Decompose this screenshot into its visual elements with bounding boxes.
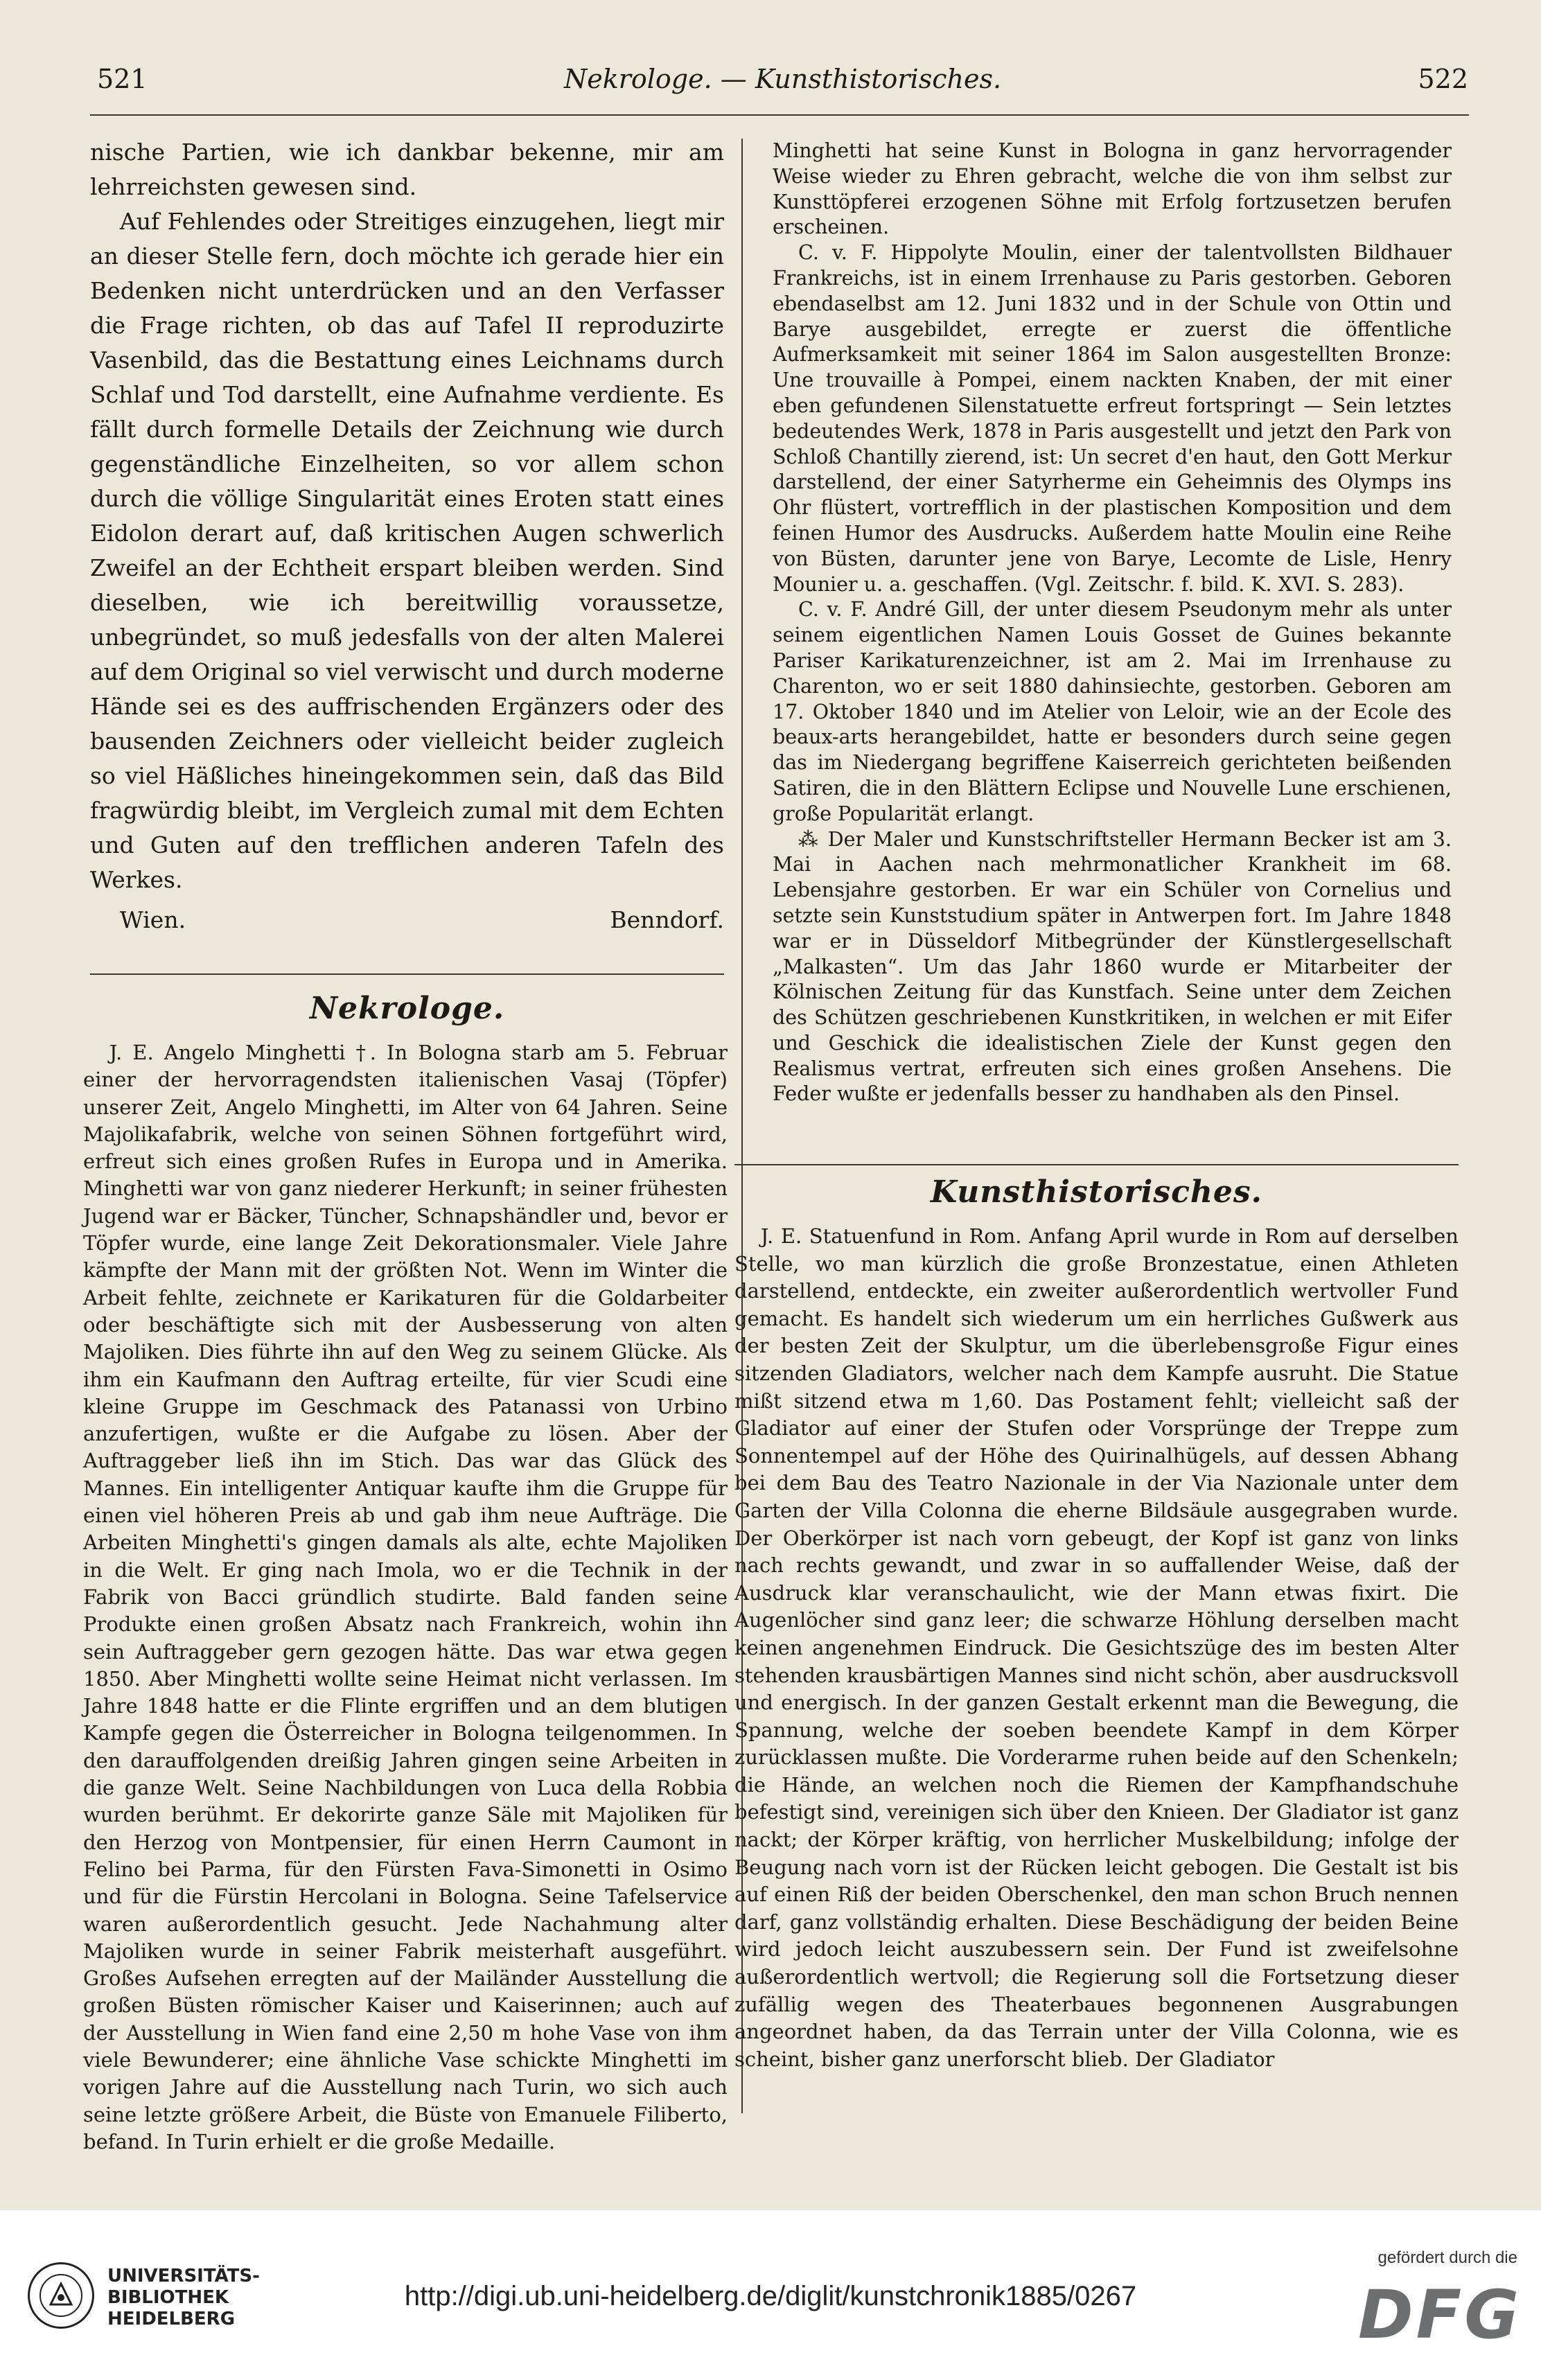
signature-line [90,903,724,937]
running-header [97,64,1468,105]
dfg-logo: DFG [1357,2276,1522,2354]
left-column-review-end [90,135,724,937]
paragraph: C. v. F. Hippolyte Moulin, einer der talentvollsten Bildhauer Frankreichs, ist in einem Irrenhause zu Paris gestorben. Geboren ebendaselbst am 12. Juni 1832 und in der Schule von Ottin und Barye ausgebildet, erregte er zuerst die öffentliche Aufmerksamkeit mit seiner 1864 im Salon ausgestellten Bronze: Une trouvaille à Pompei, einem nackten Knaben, der mit einer eben gefundenen Silenstatuette erfreut fortspringt — Sein letztes bedeutendes Werk, 1878 in Paris ausgestellt und jetzt den Park von Schloß Chantilly zierend, ist: Un secret d'en haut, den Gott Merkur darstellend, der einer Satyrherme ein Geheimnis des Olymps ins Ohr flüstert, vortrefflich in der plastischen Komposition und dem feinen Humor des Ausdrucks. Außerdem hatte Moulin eine Reihe von Büsten, darunter jene von Barye, Lecomte de Lisle, Henry Mounier u. a. geschaffen. (Vgl. Zeitschr. f. bild. K. XVI. S. 283). [773,241,1452,596]
header-rule [90,114,1469,116]
signature-place: Wien. [119,906,186,933]
page-number-left: 521 [97,64,148,94]
page-number-right: 522 [1418,64,1468,94]
section-rule [734,1164,1459,1165]
paragraph: J. E. Angelo Minghetti †. In Bologna starb am 5. Februar einer der hervorragendsten italienischen Vasaj (Töpfer) unserer Zeit, Angelo Minghetti, im Alter von 64 Jahren. Seine Majolikafabrik, welche von seinen Söhnen fortgeführt wird, erfreut sich eines großen Rufes in Europa und in Amerika. Minghetti war von ganz niederer Herkunft; in seiner frühesten Jugend war er Bäcker, Tüncher, Schnapshändler und, bevor er Töpfer wurde, eine lange Zeit Dekorationsmaler. Viele Jahre kämpfte der Mann mit der größten Not. Wenn im Winter die Arbeit fehlte, zeichnete er Karikaturen für die Goldarbeiter oder beschäftigte sich mit der Ausbesserung von alten Majoliken. Dies führte ihn auf den Weg zu seinem Glücke. Als ihm ein Kaufmann den Auftrag erteilte, für vier Scudi eine kleine Gruppe im Geschmack des Patanassi von Urbino anzufertigen, wußte er die Aufgabe zu lösen. Aber der Auftraggeber ließ ihn im Stich. Das war das Glück des Mannes. Ein intelligenter Antiquar kaufte ihm die Gruppe für einen viel höheren Preis ab und gab ihm neue Aufträge. Die Arbeiten Minghetti's gingen damals als alte, echte Majoliken in die Welt. Er ging nach Imola, wo er die Technik in der Fabrik von Bacci gründlich studirte. Bald fanden seine Produkte einen großen Absatz nach Frankreich, wohin ihn sein Auftraggeber gern gezogen hätte. Das war etwa gegen 1850. Aber Minghetti wollte seine Heimat nicht verlassen. Im Jahre 1848 hatte er die Flinte ergriffen und an dem blutigen Kampfe gegen die Österreicher in Bologna teilgenommen. In den darauffolgenden dreißig Jahren gingen seine Arbeiten in die ganze Welt. Seine Nachbildungen von Luca della Robbia wurden berühmt. Er dekorirte ganze Säle mit Majoliken für den Herzog von Montpensier, für einen Herrn Caumont in Felino bei Parma, für den Fürsten Fava-Simonetti in Osimo und für die Fürstin Hercolani in Bologna. Seine Tafelservice waren außerordentlich gesucht. Jede Nachahmung alter Majoliken wurde in seiner Fabrik meisterhaft ausgeführt. Großes Aufsehen erregten auf der Mailänder Ausstellung die großen Büsten römischer Kaiser und Kaiserinnen; auch auf der Ausstellung in Wien fand eine 2,50 m hohe Vase von ihm viele Bewunderer; eine ähnliche Vase schickte Minghetti im vorigen Jahre auf die Ausstellung nach Turin, wo sich auch seine letzte größere Arbeit, die Büste von Emanuele Filiberto, befand. In Turin erhielt er die große Medaille. [83,1041,728,2153]
section-title-kunsthistorisches: Kunsthistorisches. [930,1174,1263,1210]
paragraph: Auf Fehlendes oder Streitiges einzugehen, liegt mir an dieser Stelle fern, doch möchte ich gerade hier ein Bedenken nicht unterdrücken und an den Verfasser die Frage richten, ob das auf Tafel II reproduzirte Vasenbild, das die Bestattung eines Leichnams durch Schlaf und Tod darstellt, eine Aufnahme verdiente. Es fällt durch formelle Details der Zeichnung wie durch gegenständliche Einzelheiten, so vor allem schon durch die völlige Singularität eines Eroten statt eines Eidolon derart auf, daß kritischen Augen schwerlich Zweifel an der Echtheit erspart bleiben werden. Sind dieselben, wie ich bereitwillig voraussetze, unbegründet, so muß jedesfalls von der alten Malerei auf dem Original so viel verwischt und durch moderne Hände sei es des auffrischenden Ergänzers oder des bausenden Zeichners oder vielleicht beider zugleich so viel Häßliches hineingekommen sein, daß das Bild fragwürdig bleibt, im Vergleich zumal mit dem Echten und Guten auf den trefflichen anderen Tafeln des Werkes. [90,208,724,893]
paragraph: J. E. Statuenfund in Rom. Anfang April wurde in Rom auf derselben Stelle, wo man kürzlich die große Bronzestatue, einen Athleten darstellend, entdeckte, ein zweiter außerordentlich wertvoller Fund gemacht. Es handelt sich wiederum um ein herrliches Gußwerk aus der besten Zeit der Skulptur, um die überlebensgroße Figur eines sitzenden Gladiators, welcher nach dem Kampfe ausruht. Die Statue mißt sitzend etwa m 1,60. Das Postament fehlt; vielleicht saß der Gladiator auf einer der Stufen oder Vorsprünge der Treppe zum Sonnentempel auf der Höhe des Quirinalhügels, auf dessen Abhang bei dem Bau des Teatro Nazionale in der Via Nazionale unter dem Garten der Villa Colonna die eherne Bildsäule ausgegraben wurde. Der Oberkörper ist nach vorn gebeugt, der Kopf ist ganz von links nach rechts gewandt, und zwar in so auffallender Weise, daß der Ausdruck klar veranschaulicht, wie der Mann etwas fixirt. Die Augenlöcher sind ganz leer; die schwarze Höhlung derselben macht keinen angenehmen Eindruck. Die Gesichtszüge des im besten Alter stehenden krausbärtigen Mannes sind nicht schön, aber ausdrucksvoll und energisch. In der ganzen Gestalt erkennt man die Bewegung, die Spannung, welche der soeben beendete Kampf in dem Körper zurücklassen mußte. Die Vorderarme ruhen beide auf den Schenkeln; die Hände, an welchen noch die Riemen der Kampfhandschuhe befestigt sind, vereinigen sich über den Knieen. Der Gladiator ist ganz nackt; der Körper kräftig, von herrlicher Muskelbildung; infolge der Beugung nach vorn ist der Rücken leicht gebogen. Die Gestalt ist bis auf einen Riß der beiden Oberschenkel, den man schon Bruch nennen darf, ganz vollständig erhalten. Diese Beschädigung der beiden Beine wird jedoch leicht auszubessern sein. Der Fund ist zweifelsohne außerordentlich wertvoll; die Regierung soll die Fortsetzung dieser zufällig wegen des Theaterbaues begonnenen Ausgrabungen angeordnet haben, da das Terrain unter der Villa Colonna, wie es scheint, bisher ganz unerforscht blieb. Der Gladiator [734,1224,1459,2071]
permalink[interactable]: http://digi.ub.uni-heidelberg.de/diglit/kunstchronik1885/0267 [404,2281,1137,2311]
section-rule [90,973,724,975]
funding-caption: gefördert durch die [1377,2248,1517,2267]
paragraph: C. v. F. André Gill, der unter diesem Pseudonym mehr als unter seinem eigentlichen Namen Louis Gosset de Guines bekannte Pariser Karikaturenzeichner, ist am 2. Mai im Irrenhause zu Charenton, wo er seit 1880 dahinsiechte, gestorben. Geboren am 17. Oktober 1840 und im Atelier von Leloir, wie an der Ecole des beaux-arts herangebildet, hatte er besonders durch seine gegen das im Niedergang begriffene Kaiserreich gerichteten beißenden Satiren, die in den Blättern Eclipse und Nouvelle Lune erschienen, große Popularität erlangt. [773,598,1452,825]
right-column-statue-find [734,1223,1459,2073]
signature-author: Benndorf. [610,906,724,933]
running-title: Nekrologe. — Kunsthistorisches. [563,64,1002,94]
section-title-nekrologe: Nekrologe. [309,991,505,1026]
paragraph: nische Partien, wie ich dankbar bekenne, mir am lehrreichsten gewesen sind. [90,139,724,200]
library-logo-text: UNIVERSITÄTS- BIBLIOTHEK HEIDELBERG [107,2266,260,2329]
paragraph: ⁂ Der Maler und Kunstschriftsteller Hermann Becker ist am 3. Mai in Aachen nach mehrmonatlicher Krankheit im 68. Lebensjahre gestorben. Er war ein Schüler von Cornelius und setzte sein Kunststudium später in Antwerpen fort. Im Jahre 1848 war er in Düsseldorf Mitbegründer der Künstlergesellschaft „Malkasten“. Um das Jahr 1860 wurde er Mitarbeiter der Kölnischen Zeitung für das Kunstfach. Seine unter dem Zeichen des Schützen geschriebenen Kunstkritiken, in welchen er mit Eifer und Geschick die idealistischen Ziele der Kunst gegen den Realismus vertrat, erfreuten sich eines großen Ansehens. Die Feder wußte er jedenfalls besser zu handhaben als den Pinsel. [773,827,1452,1106]
right-column-obituaries [773,139,1452,1107]
digitization-footer [0,2210,1541,2380]
paragraph: Minghetti hat seine Kunst in Bologna in ganz hervorragender Weise wieder zu Ehren gebracht, welche die von ihm selbst zur Kunsttöpferei erzogenen Söhne mit Erfolg fortzusetzen berufen erscheinen. [773,139,1452,239]
left-column-minghetti-obituary [83,1039,728,2156]
